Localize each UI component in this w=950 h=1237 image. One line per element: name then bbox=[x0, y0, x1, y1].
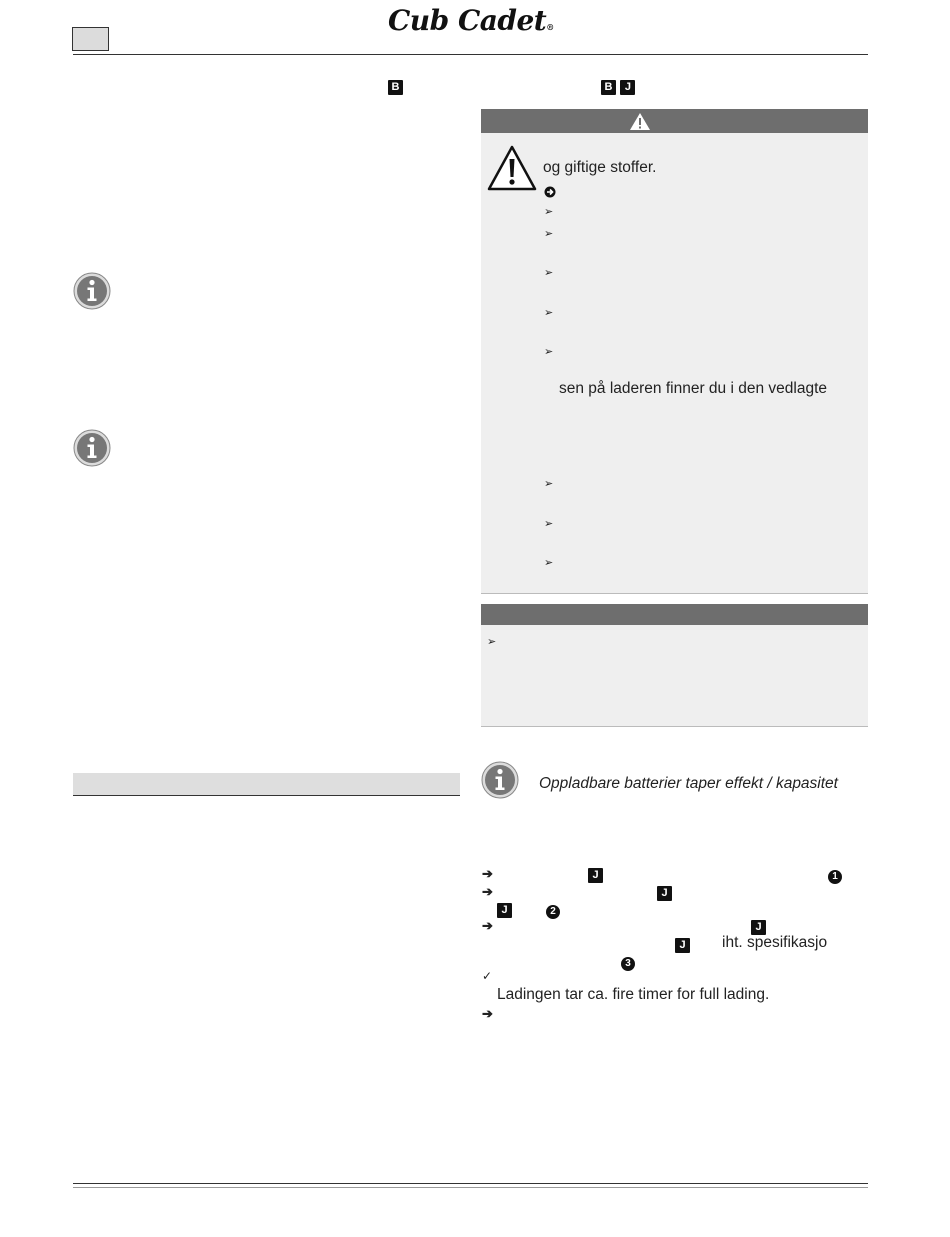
bullet-chevron-icon: ➢ bbox=[544, 346, 554, 358]
warning-first-line: og giftige stoffer. bbox=[543, 159, 657, 176]
brand-logo bbox=[388, 4, 554, 37]
footer-rule-bottom bbox=[73, 1187, 868, 1188]
info-icon bbox=[73, 429, 111, 472]
bullet-chevron-icon: ➢ bbox=[544, 518, 554, 530]
bullet-chevron-icon: ➢ bbox=[544, 557, 554, 569]
callout-number: 1 bbox=[828, 870, 842, 884]
section-heading-bar bbox=[73, 773, 460, 796]
warning-triangle-icon bbox=[629, 112, 651, 131]
callout-number: 2 bbox=[546, 905, 560, 919]
step2-figure-ref bbox=[657, 883, 672, 901]
step3-figure-ref bbox=[751, 917, 766, 935]
registered-mark: ® bbox=[546, 22, 554, 32]
instruction-arrow-icon bbox=[544, 185, 556, 203]
bullet-chevron-icon: ➢ bbox=[544, 228, 554, 240]
bullet-chevron-icon: ➢ bbox=[544, 307, 554, 319]
charging-result-text: Ladingen tar ca. fire timer for full lading. bbox=[497, 986, 770, 1003]
step1-figure-ref bbox=[588, 865, 603, 883]
brand-logo-text: Cub Cadet bbox=[388, 4, 547, 37]
figure-ref-badge: J bbox=[497, 903, 512, 918]
note-panel-header bbox=[481, 604, 868, 625]
bullet-chevron-icon: ➢ bbox=[544, 267, 554, 279]
info-icon bbox=[73, 272, 111, 315]
info-icon bbox=[481, 761, 519, 804]
step2-figure-ref-b bbox=[497, 900, 512, 918]
spec-text: iht. spesifikasjo bbox=[722, 934, 828, 951]
step-arrow-icon: ➔ bbox=[482, 866, 493, 881]
figure-ref-badge: J bbox=[588, 868, 603, 883]
step1-callout-number bbox=[828, 866, 842, 884]
figure-ref-badge: J bbox=[657, 886, 672, 901]
callout-number: 3 bbox=[621, 957, 635, 971]
bullet-chevron-icon: ➢ bbox=[544, 206, 554, 218]
footer-rule-top bbox=[73, 1183, 868, 1184]
figure-ref-badge: J bbox=[675, 938, 690, 953]
step3-figure-ref-b bbox=[675, 935, 690, 953]
page-number-box bbox=[72, 27, 109, 51]
right-heading-figure-refs bbox=[601, 77, 635, 95]
figure-ref-badge: B bbox=[388, 80, 403, 95]
warning-large-icon bbox=[487, 145, 537, 191]
result-check-icon: ✓ bbox=[482, 969, 493, 983]
step-arrow-icon: ➔ bbox=[482, 1006, 493, 1021]
note-panel bbox=[481, 604, 868, 727]
step3-callout-number bbox=[621, 953, 635, 971]
bullet-chevron-icon: ➢ bbox=[487, 636, 497, 648]
header-rule bbox=[73, 54, 868, 55]
warning-panel bbox=[481, 109, 868, 594]
step2-callout-number bbox=[546, 901, 560, 919]
left-heading-figure-ref bbox=[388, 77, 403, 95]
bullet-chevron-icon: ➢ bbox=[544, 478, 554, 490]
step-arrow-icon: ➔ bbox=[482, 884, 493, 899]
figure-ref-badge: B bbox=[601, 80, 616, 95]
figure-ref-badge: J bbox=[751, 920, 766, 935]
info-note-text: Oppladbare batterier taper effekt / kapasitet bbox=[539, 775, 838, 792]
charger-info-text: sen på laderen finner du i den vedlagte bbox=[559, 380, 828, 397]
step-arrow-icon: ➔ bbox=[482, 918, 493, 933]
figure-ref-badge: J bbox=[620, 80, 635, 95]
warning-panel-header bbox=[481, 109, 868, 133]
